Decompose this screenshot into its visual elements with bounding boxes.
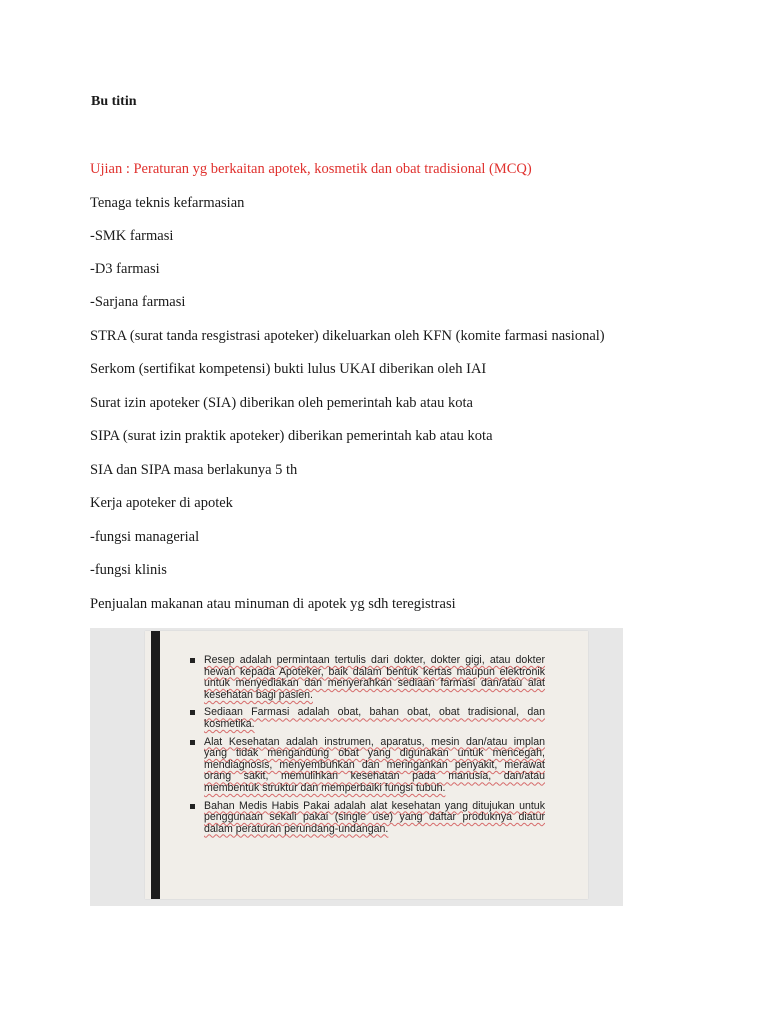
slide-bullet xyxy=(189,801,545,836)
text-line: SIPA (surat izin praktik apoteker) diberikan pemerintah kab atau kota xyxy=(90,428,493,444)
slide-screenshot xyxy=(90,628,623,906)
text-line: -Sarjana farmasi xyxy=(90,294,186,310)
text-line: Penjualan makanan atau minuman di apotek yg sdh teregistrasi xyxy=(90,596,456,612)
text-line: -SMK farmasi xyxy=(90,228,174,244)
bullet-square-icon xyxy=(190,710,195,715)
slide-accent-bar xyxy=(151,631,160,899)
exam-topic-line: Ujian : Peraturan yg berkaitan apotek, kosmetik dan obat tradisional (MCQ) xyxy=(90,161,532,177)
slide-bullet xyxy=(189,655,545,701)
text-line: Kerja apoteker di apotek xyxy=(90,495,233,511)
slide-bullet xyxy=(189,707,545,730)
bullet-square-icon xyxy=(190,658,195,663)
slide-panel xyxy=(145,631,588,899)
text-line: Serkom (sertifikat kompetensi) bukti lulus UKAI diberikan oleh IAI xyxy=(90,361,487,377)
text-line: STRA (surat tanda resgistrasi apoteker) dikeluarkan oleh KFN (komite farmasi nasional) xyxy=(90,328,605,344)
document-heading: Bu titin xyxy=(91,94,137,109)
slide-bullet-text: Sediaan Farmasi adalah obat, bahan obat, obat tradisional, dan kosmetika. xyxy=(204,706,545,730)
slide-bullet-text: Bahan Medis Habis Pakai adalah alat kesehatan yang ditujukan untuk penggunaan sekali pakai (single use) yang daftar produknya diatur dalam peraturan perundang-undangan. xyxy=(204,799,545,835)
text-line: -D3 farmasi xyxy=(90,261,160,277)
text-line: SIA dan SIPA masa berlakunya 5 th xyxy=(90,462,298,478)
text-line: -fungsi managerial xyxy=(90,529,200,545)
text-line: Tenaga teknis kefarmasian xyxy=(90,195,245,211)
slide-bullet-text: Resep adalah permintaan tertulis dari dokter, dokter gigi, atau dokter hewan kepada Apoteker, baik dalam bentuk kertas maupun elektronik untuk menyediakan dan menyerahkan sediaan farmasi dan/atau alat kesehatan bagi pasien. xyxy=(204,654,545,701)
slide-bullet-list xyxy=(189,655,545,841)
bullet-square-icon xyxy=(190,804,195,809)
bullet-square-icon xyxy=(190,740,195,745)
text-line: Surat izin apoteker (SIA) diberikan oleh pemerintah kab atau kota xyxy=(90,395,473,411)
text-line: -fungsi klinis xyxy=(90,562,167,578)
slide-bullet xyxy=(189,737,545,795)
slide-bullet-text: Alat Kesehatan adalah instrumen, aparatus, mesin dan/atau implan yang tidak mengandung obat yang digunakan untuk mencegah, mendiagnosis, menyembuhkan dan meringankan penyakit, merawat orang sakit, memulihkan kesehatan pada manusia, dan/atau membentuk struktur dan memperbaiki fungsi tubuh. xyxy=(204,735,545,794)
